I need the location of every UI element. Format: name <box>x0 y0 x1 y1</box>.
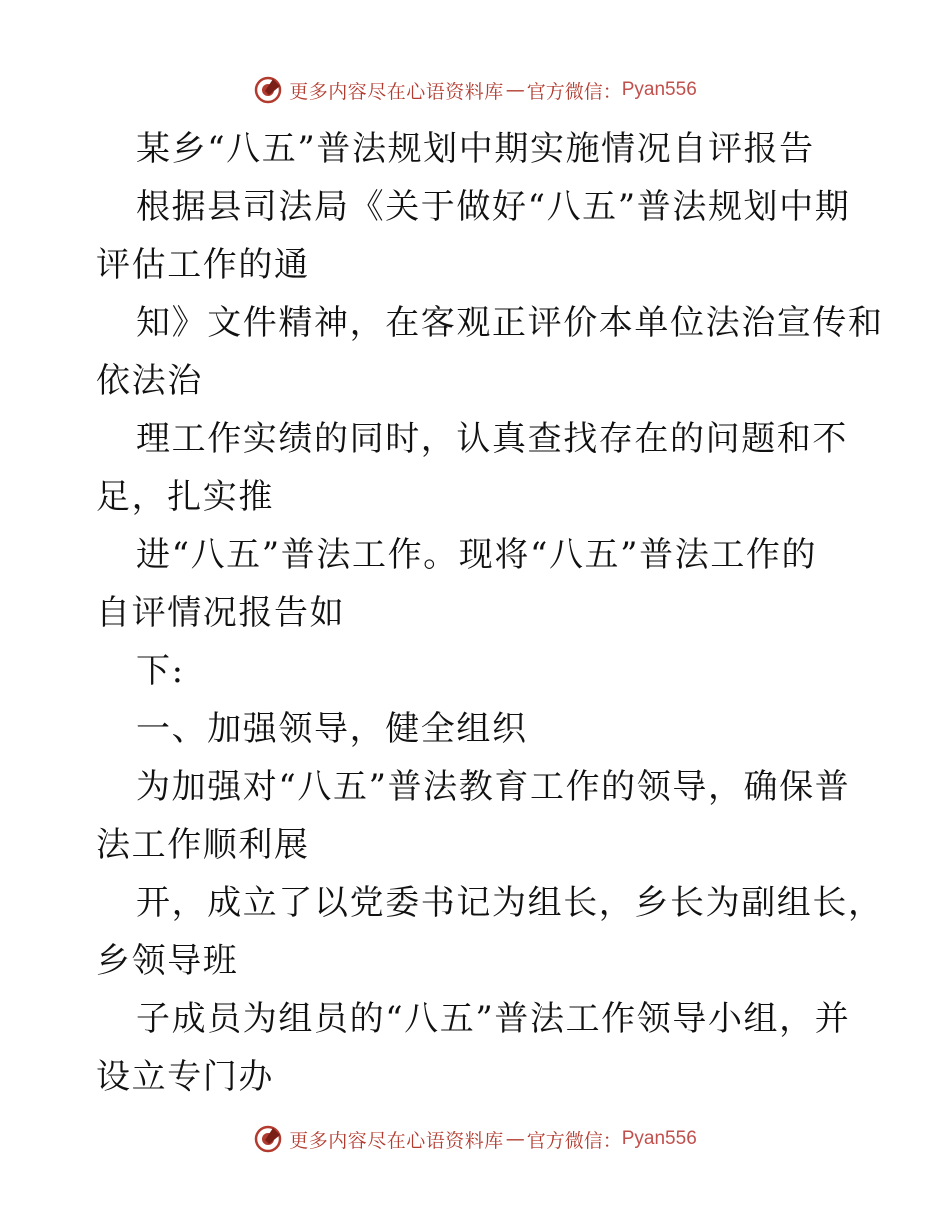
document-title: 某乡“八五”普法规划中期实施情况自评报告 <box>136 129 815 169</box>
paragraph-line: 理工作实绩的同时，认真查找存在的问题和不 <box>136 419 848 459</box>
promo-separator: — <box>505 1128 525 1150</box>
wechat-label: 官方微信： <box>526 80 622 103</box>
wechat-label: 官方微信： <box>526 1129 622 1152</box>
paragraph-line: 根据县司法局《关于做好“八五”普法规划中期 <box>136 187 851 227</box>
paragraph-line: 为加强对“八五”普法教育工作的领导，确保普 <box>136 767 851 807</box>
promo-text: 更多内容尽在心语资料库 <box>289 80 504 103</box>
pen-logo-icon <box>253 75 283 105</box>
paragraph-line: 法工作顺利展 <box>96 825 310 865</box>
paragraph-line: 子成员为组员的“八五”普法工作领导小组，并 <box>136 999 851 1039</box>
promo-separator: — <box>505 79 525 101</box>
watermark-banner-top <box>0 70 950 110</box>
paragraph-line: 乡领导班 <box>96 941 239 981</box>
paragraph-line: 开，成立了以党委书记为组长，乡长为副组长， <box>136 883 884 923</box>
paragraph-line: 评估工作的通 <box>96 245 310 285</box>
paragraph-line: 自评情况报告如 <box>96 593 346 633</box>
wechat-id: Pyan556 <box>621 79 697 100</box>
document-body <box>96 120 884 1106</box>
paragraph-line: 设立专门办 <box>96 1057 274 1097</box>
paragraph-line: 知》文件精神，在客观正评价本单位法治宣传和 <box>136 303 884 343</box>
paragraph-line: 进“八五”普法工作。现将“八五”普法工作的 <box>136 535 818 575</box>
watermark-banner-bottom <box>0 1119 950 1159</box>
paragraph-line: 足，扎实推 <box>96 477 274 517</box>
pen-logo-icon <box>253 1124 283 1154</box>
paragraph-line: 下: <box>136 651 185 691</box>
paragraph-line: 依法治 <box>96 361 203 401</box>
section-heading: 一、加强领导，健全组织 <box>136 709 528 749</box>
promo-text: 更多内容尽在心语资料库 <box>289 1129 504 1152</box>
wechat-id: Pyan556 <box>621 1128 697 1149</box>
